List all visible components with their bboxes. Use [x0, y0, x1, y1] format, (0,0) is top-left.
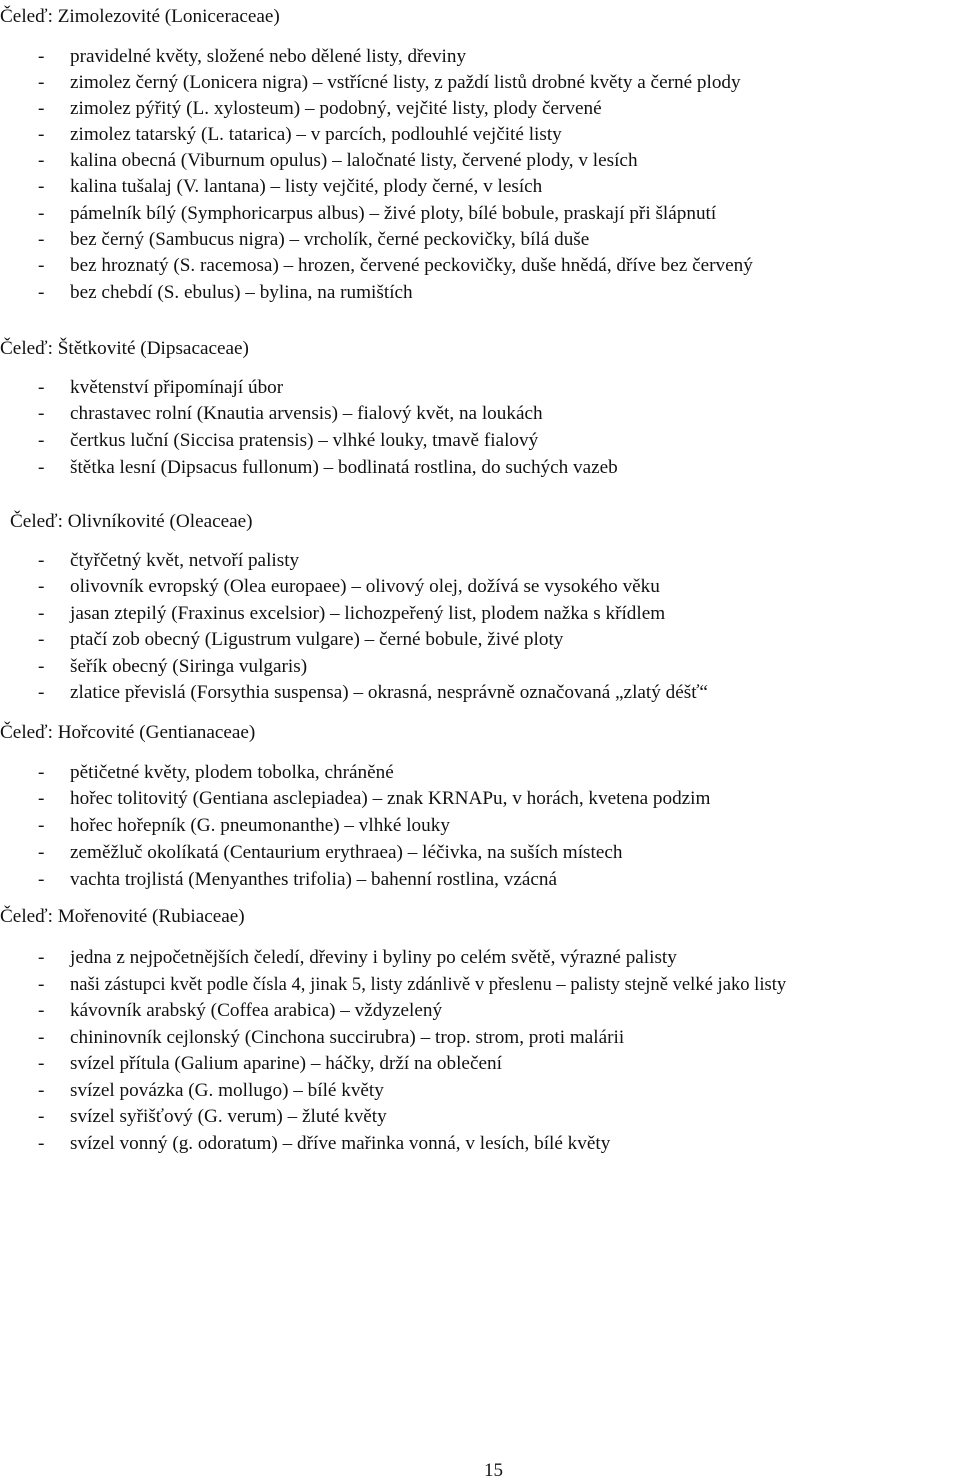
bullet-dash: -	[38, 430, 45, 451]
item-text: vachta trojlistá (Menyanthes trifolia) – bahenní rostlina, vzácná	[70, 869, 557, 890]
family-title: Čeleď: Olivníkovité (Oleaceae)	[10, 511, 253, 532]
bullet-dash: -	[38, 98, 45, 119]
item-text: zimolez černý (Lonicera nigra) – vstřícné listy, z paždí listů drobné květy a černé plody	[70, 72, 741, 93]
bullet-dash: -	[38, 176, 45, 197]
item-text: pravidelné květy, složené nebo dělené listy, dřeviny	[70, 46, 467, 67]
page-number: 15	[484, 1460, 503, 1481]
bullet-dash: -	[38, 282, 45, 303]
bullet-dash: -	[38, 842, 45, 863]
item-text: květenství připomínají úbor	[70, 377, 284, 398]
item-text: čertkus luční (Siccisa pratensis) – vlhké louky, tmavě fialový	[70, 430, 539, 451]
bullet-dash: -	[38, 457, 45, 478]
bullet-dash: -	[38, 974, 45, 995]
item-text: hořec hořepník (G. pneumonanthe) – vlhké louky	[70, 815, 450, 836]
item-text: bez chebdí (S. ebulus) – bylina, na rumištích	[70, 282, 413, 303]
item-text: naši zástupci květ podle čísla 4, jinak 5, listy zdánlivě v přeslenu – palisty stejně velké jako listy	[70, 974, 787, 995]
bullet-dash: -	[38, 869, 45, 890]
bullet-dash: -	[38, 46, 45, 67]
item-text: zeměžluč okolíkatá (Centaurium erythraea) – léčivka, na suších místech	[70, 842, 623, 863]
family-title: Čeleď: Štětkovité (Dipsacaceae)	[0, 338, 249, 359]
item-text: zimolez tatarský (L. tatarica) – v parcích, podlouhlé vejčité listy	[70, 124, 562, 145]
item-text: hořec tolitovitý (Gentiana asclepiadea) – znak KRNAPu, v horách, kvetena podzim	[70, 788, 711, 809]
bullet-dash: -	[38, 815, 45, 836]
item-text: kalina tušalaj (V. lantana) – listy vejčité, plody černé, v lesích	[70, 176, 543, 197]
bullet-dash: -	[38, 150, 45, 171]
bullet-dash: -	[38, 1053, 45, 1074]
item-text: bez černý (Sambucus nigra) – vrcholík, černé peckovičky, bílá duše	[70, 229, 590, 250]
item-text: svízel vonný (g. odoratum) – dříve mařinka vonná, v lesích, bílé květy	[70, 1133, 611, 1154]
family-title: Čeleď: Mořenovité (Rubiaceae)	[0, 906, 245, 927]
family-title: Čeleď: Zimolezovité (Loniceraceae)	[0, 6, 280, 27]
item-text: svízel přítula (Galium aparine) – háčky, drží na oblečení	[70, 1053, 502, 1074]
bullet-dash: -	[38, 656, 45, 677]
bullet-dash: -	[38, 255, 45, 276]
bullet-dash: -	[38, 377, 45, 398]
bullet-dash: -	[38, 203, 45, 224]
bullet-dash: -	[38, 229, 45, 250]
bullet-dash: -	[38, 788, 45, 809]
item-text: chrastavec rolní (Knautia arvensis) – fialový květ, na loukách	[70, 403, 543, 424]
item-text: šeřík obecný (Siringa vulgaris)	[70, 656, 308, 677]
item-text: pámelník bílý (Symphoricarpus albus) – živé ploty, bílé bobule, praskají při šlápnutí	[70, 203, 717, 224]
item-text: štětka lesní (Dipsacus fullonum) – bodlinatá rostlina, do suchých vazeb	[70, 457, 618, 478]
bullet-dash: -	[38, 603, 45, 624]
bullet-dash: -	[38, 682, 45, 703]
item-text: bez hroznatý (S. racemosa) – hrozen, červené peckovičky, duše hnědá, dříve bez červený	[70, 255, 753, 276]
bullet-dash: -	[38, 1000, 45, 1021]
item-text: olivovník evropský (Olea europaee) – olivový olej, dožívá se vysokého věku	[70, 576, 660, 597]
bullet-dash: -	[38, 629, 45, 650]
item-text: jasan ztepilý (Fraxinus excelsior) – lichozpeřený list, plodem nažka s křídlem	[70, 603, 666, 624]
item-text: jedna z nejpočetnějších čeledí, dřeviny i byliny po celém světě, výrazné palisty	[70, 947, 677, 968]
item-text: ptačí zob obecný (Ligustrum vulgare) – černé bobule, živé ploty	[70, 629, 564, 650]
bullet-dash: -	[38, 762, 45, 783]
family-title: Čeleď: Hořcovité (Gentianaceae)	[0, 722, 256, 743]
bullet-dash: -	[38, 72, 45, 93]
item-text: čtyřčetný květ, netvoří palisty	[70, 550, 300, 571]
bullet-dash: -	[38, 1133, 45, 1154]
bullet-dash: -	[38, 1027, 45, 1048]
bullet-dash: -	[38, 550, 45, 571]
item-text: kalina obecná (Viburnum opulus) – laločnaté listy, červené plody, v lesích	[70, 150, 638, 171]
bullet-dash: -	[38, 1080, 45, 1101]
item-text: chininovník cejlonský (Cinchona succirubra) – trop. strom, proti malárii	[70, 1027, 625, 1048]
item-text: svízel syřišťový (G. verum) – žluté květy	[70, 1106, 387, 1127]
item-text: pětičetné květy, plodem tobolka, chráněné	[70, 762, 394, 783]
bullet-dash: -	[38, 576, 45, 597]
bullet-dash: -	[38, 947, 45, 968]
item-text: svízel povázka (G. mollugo) – bílé květy	[70, 1080, 384, 1101]
item-text: zlatice převislá (Forsythia suspensa) – okrasná, nesprávně označovaná „zlatý déšť“	[70, 682, 708, 703]
bullet-dash: -	[38, 403, 45, 424]
item-text: kávovník arabský (Coffea arabica) – vždyzelený	[70, 1000, 443, 1021]
bullet-dash: -	[38, 1106, 45, 1127]
bullet-dash: -	[38, 124, 45, 145]
item-text: zimolez pýřitý (L. xylosteum) – podobný, vejčité listy, plody červené	[70, 98, 602, 119]
